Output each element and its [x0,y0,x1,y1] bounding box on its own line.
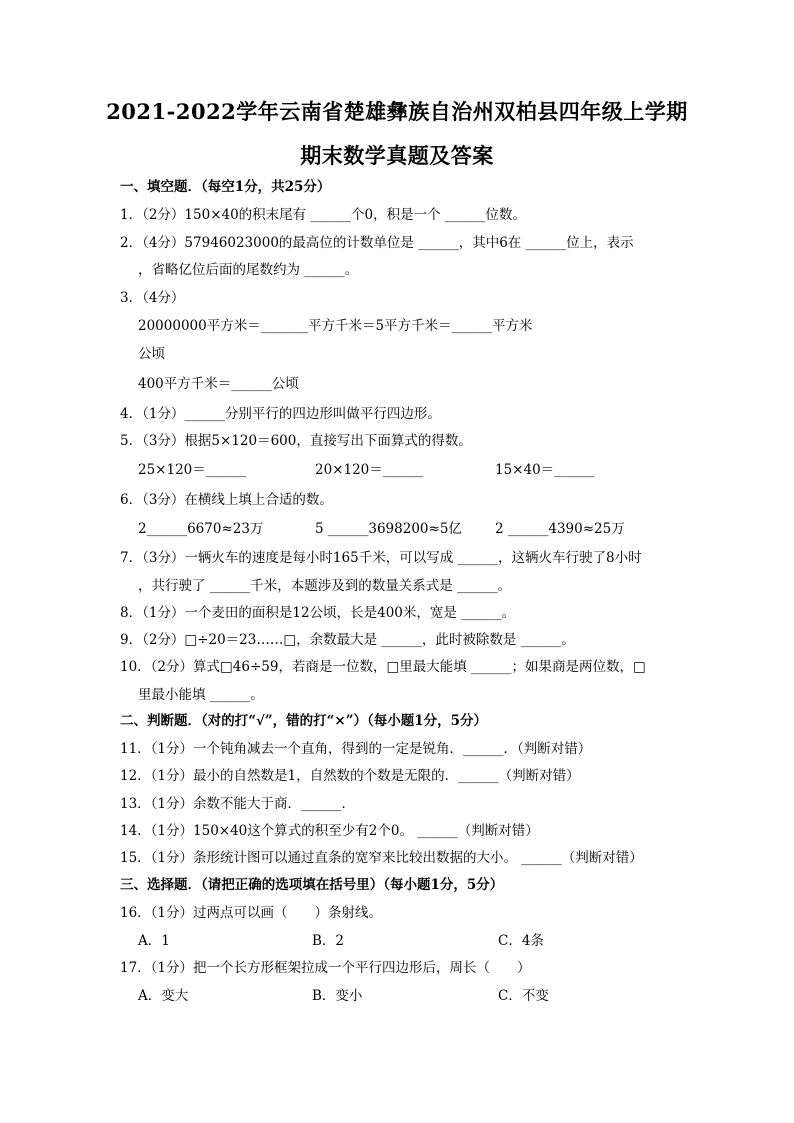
question-6-heading: 6．（3分）在横线上填上合适的数。 [120,492,333,508]
question-4: 4．（1分）______分别平行的四边形叫做平行四边形。 [120,406,441,422]
question-17-option: A．变大 [138,988,189,1004]
question-17-option: C．不变 [498,988,549,1004]
section-choice-heading: 三、选择题．（请把正确的选项填在括号里）（每小题1分，5分） [120,877,504,893]
question-2-line-2: ，省略亿位后面的尾数约为 ______。 [138,262,359,278]
question-15: 15．（1分）条形统计图可以通过直条的宽窄来比较出数据的大小。 ______（判断对错） [120,850,643,866]
question-3-heading: 3．（4分） [120,290,185,306]
question-3-line-2: 公顷 [138,346,165,362]
question-5-item: 15×40＝______ [495,462,595,478]
question-16: 16．（1分）过两点可以画（ ）条射线。 [120,905,383,921]
question-3-line-3: 400平方千米＝______公顷 [138,376,299,392]
question-6-item: 5 ______3698200≈5亿 [315,521,462,537]
section-true-false-heading: 二、判断题．（对的打“√”，错的打“×”）（每小题1分，5分） [120,713,488,729]
question-6-item: 2 ______4390≈25万 [495,521,625,537]
question-16-option: C．4条 [498,933,544,949]
question-12: 12．（1分）最小的自然数是1，自然数的个数是无限的．______（判断对错） [120,768,580,784]
question-11: 11．（1分）一个钝角减去一个直角，得到的一定是锐角．______．（判断对错） [120,741,592,757]
question-9: 9．（2分）□÷20＝23……□，余数最大是 ______，此时被除数是 ______。 [120,632,575,648]
question-5-item: 20×120＝______ [315,462,424,478]
question-14: 14．（1分）150×40这个算式的积至少有2个0。 ______（判断对错） [120,823,539,839]
question-5-heading: 5．（3分）根据5×120＝600，直接写出下面算式的得数。 [120,433,472,449]
title-line-2: 期末数学真题及答案 [300,143,494,168]
question-17: 17．（1分）把一个长方形框架拉成一个平行四边形后，周长（ ） [120,960,531,976]
title-line-1: 2021-2022学年云南省楚雄彝族自治州双柏县四年级上学期 [106,99,688,124]
section-fill-blank-heading: 一、填空题．（每空1分，共25分） [120,179,331,195]
question-3-line-1: 20000000平方米＝_______平方千米＝5平方千米＝______平方米 [138,318,533,334]
question-8: 8．（1分）一个麦田的面积是12公顷，长是400米，宽是 ______。 [120,605,516,621]
question-7-line-1: 7．（3分）一辆火车的速度是每小时165千米，可以写成 ______，这辆火车行驶了8小时 [120,550,642,566]
question-2-line-1: 2．（4分）57946023000的最高位的计数单位是 ______，其中6在 ______位上，表示 [120,235,634,251]
question-7-line-2: ，共行驶了 ______千米，本题涉及到的数量关系式是 ______。 [138,578,512,594]
question-16-option: A．1 [138,933,170,949]
question-10-line-1: 10．（2分）算式□46÷59，若商是一位数，□里最大能填 ______；如果商是两位数，□ [120,659,646,675]
question-1: 1．（2分）150×40的积末尾有 ______个0，积是一个 ______位数。 [120,207,526,223]
question-13: 13．（1分）余数不能大于商．______． [120,796,356,812]
question-5-item: 25×120＝______ [138,462,247,478]
question-6-item: 2______6670≈23万 [138,521,264,537]
question-16-option: B．2 [312,933,345,949]
question-10-line-2: 里最小能填 ______。 [138,687,264,703]
question-17-option: B．变小 [312,988,363,1004]
